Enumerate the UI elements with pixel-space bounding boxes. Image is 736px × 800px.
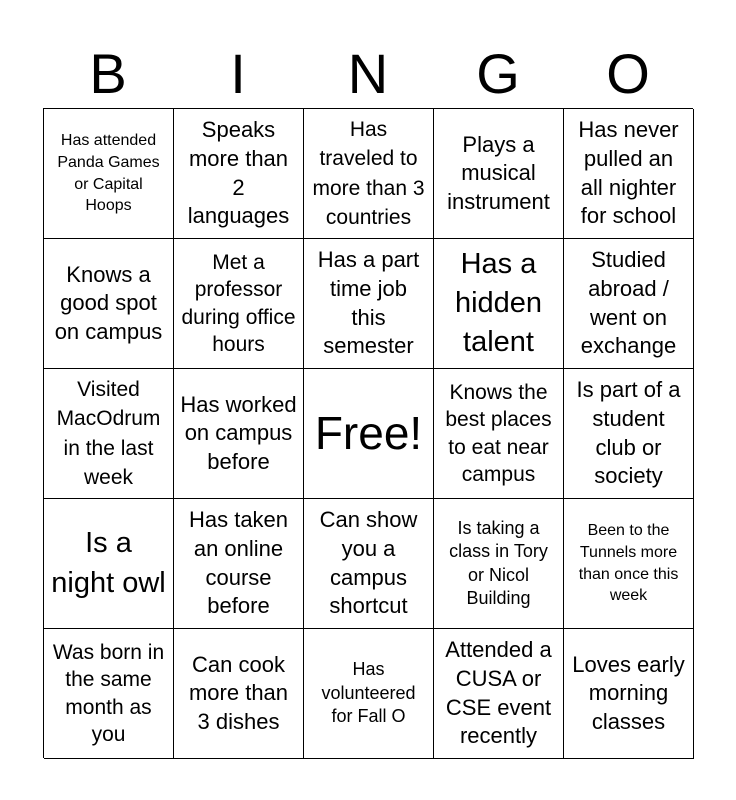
cell-text: Has traveled to more than 3 countries bbox=[312, 117, 425, 229]
bingo-cell[interactable] bbox=[434, 109, 564, 239]
bingo-cell[interactable] bbox=[564, 109, 694, 239]
bingo-cell[interactable] bbox=[304, 239, 434, 369]
cell-text: Has a hidden talent bbox=[454, 247, 543, 359]
cell-text: Is taking a class in Tory or Nicol Building bbox=[449, 517, 548, 608]
cell-text: Loves early morning classes bbox=[572, 651, 685, 734]
cell-text: Has never pulled an all nighter for school bbox=[578, 117, 679, 229]
cell-text: Has attended Panda Games or Capital Hoops bbox=[57, 132, 160, 215]
cell-text: Been to the Tunnels more than once this week bbox=[578, 522, 679, 605]
bingo-cell[interactable] bbox=[174, 629, 304, 759]
bingo-cell[interactable] bbox=[304, 499, 434, 629]
cell-text: Can show you a campus shortcut bbox=[319, 507, 418, 619]
bingo-cell[interactable] bbox=[304, 109, 434, 239]
bingo-header bbox=[43, 40, 693, 108]
header-letter-b: B bbox=[89, 42, 127, 105]
cell-text: Speaks more than 2 languages bbox=[187, 117, 290, 229]
header-letter-o: O bbox=[606, 42, 650, 105]
cell-text: Visited MacOdrum in the last week bbox=[56, 377, 161, 489]
cell-text: Is part of a student club or society bbox=[576, 377, 681, 489]
cell-text: Plays a musical instrument bbox=[447, 131, 550, 214]
bingo-cell[interactable] bbox=[564, 239, 694, 369]
bingo-cell[interactable] bbox=[44, 629, 174, 759]
cell-text: Knows the best places to eat near campus bbox=[445, 380, 552, 486]
bingo-cell[interactable] bbox=[44, 369, 174, 499]
cell-text: Has a part time job this semester bbox=[317, 247, 420, 359]
bingo-cell[interactable] bbox=[434, 369, 564, 499]
bingo-board bbox=[43, 108, 693, 758]
bingo-cell[interactable] bbox=[174, 499, 304, 629]
bingo-cell[interactable] bbox=[564, 499, 694, 629]
cell-text: Studied abroad / went on exchange bbox=[580, 247, 677, 359]
free-space-text: Free! bbox=[314, 407, 423, 460]
bingo-cell[interactable] bbox=[434, 629, 564, 759]
cell-text: Is a night owl bbox=[51, 527, 166, 599]
cell-text: Knows a good spot on campus bbox=[54, 261, 163, 344]
cell-text: Has taken an online course before bbox=[188, 507, 289, 619]
header-letter-g: G bbox=[476, 42, 520, 105]
bingo-cell[interactable] bbox=[174, 239, 304, 369]
bingo-cell[interactable] bbox=[174, 109, 304, 239]
header-letter-n: N bbox=[347, 42, 389, 105]
bingo-cell[interactable] bbox=[434, 239, 564, 369]
free-space-cell[interactable] bbox=[304, 369, 434, 499]
bingo-cell[interactable] bbox=[44, 109, 174, 239]
cell-text: Met a professor during office hours bbox=[181, 250, 296, 356]
header-letter-i: I bbox=[230, 42, 246, 105]
bingo-cell[interactable] bbox=[564, 629, 694, 759]
cell-text: Can cook more than 3 dishes bbox=[188, 651, 289, 734]
cell-text: Was born in the same month as you bbox=[52, 640, 165, 746]
bingo-cell[interactable] bbox=[434, 499, 564, 629]
bingo-cell[interactable] bbox=[44, 239, 174, 369]
bingo-cell[interactable] bbox=[44, 499, 174, 629]
bingo-cell[interactable] bbox=[564, 369, 694, 499]
cell-text: Has worked on campus before bbox=[180, 391, 297, 474]
bingo-cell[interactable] bbox=[174, 369, 304, 499]
cell-text: Attended a CUSA or CSE event recently bbox=[445, 637, 552, 749]
bingo-cell[interactable] bbox=[304, 629, 434, 759]
cell-text: Has volunteered for Fall O bbox=[321, 659, 416, 727]
